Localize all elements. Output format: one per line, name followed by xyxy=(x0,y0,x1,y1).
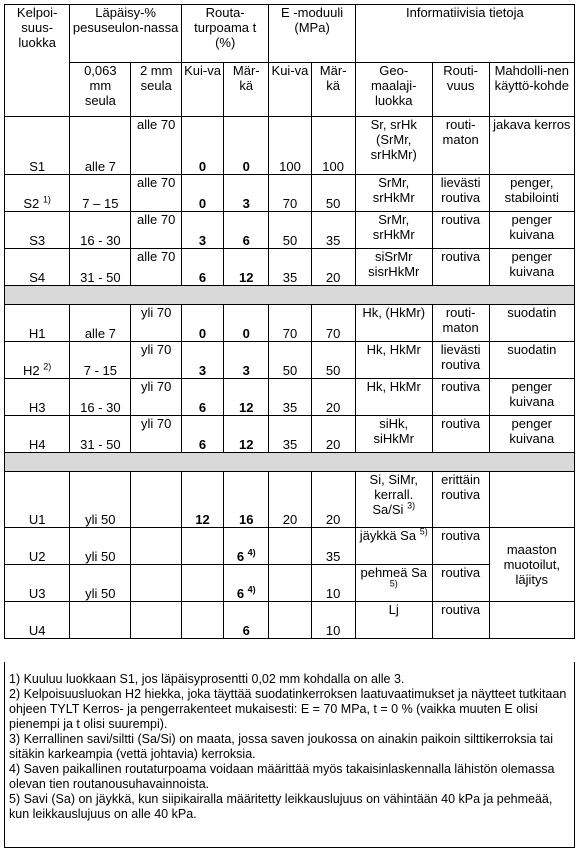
class-cell-text: S1 xyxy=(29,159,46,174)
header-passing: Läpäisy-% pesuseulon-nassa xyxy=(70,5,182,63)
modulus-wet-cell xyxy=(311,602,355,639)
passing-063-cell-text: alle 7 xyxy=(84,326,116,341)
header-sieve-063: 0,063 mm seula xyxy=(70,63,131,117)
class-cell xyxy=(5,416,70,453)
passing-063-cell xyxy=(70,416,131,453)
class-cell xyxy=(5,472,70,528)
geo-footnote-mark: 5) xyxy=(389,578,398,589)
modulus-dry-cell xyxy=(269,472,311,528)
usage-cell xyxy=(489,249,574,286)
passing-2-cell-text: alle 70 xyxy=(137,249,176,264)
header-modulus-dry: Kui-va xyxy=(269,63,311,117)
frost-dry-cell-text: 6 xyxy=(198,437,207,452)
geo-footnote-mark: 3) xyxy=(407,500,416,511)
modulus-wet-cell xyxy=(311,416,355,453)
header-geo-class: Geo-maalaji-luokka xyxy=(355,63,432,117)
modulus-wet-cell-text: 20 xyxy=(325,512,341,527)
footnote-2: 2) Kelpoisuusluokan H2 hiekka, joka täyttää suodatinkerroksen laatuvaatimukset ja näytteet tutkitaan ohjeen TYLT Kerros- ja pengerrakenteet mukaisesti: E = 70 MPa, t = 0 % (vaikka muuten E olisi pienempi ja t olisi suurempi). xyxy=(9,687,567,731)
passing-2-cell xyxy=(131,117,182,175)
frost-dry-cell-text: 6 xyxy=(198,400,207,415)
modulus-dry-cell xyxy=(269,528,311,565)
frostiness-cell-text: lievästi routiva xyxy=(440,175,481,205)
usage-cell-text: maaston muotoilut, läjitys xyxy=(503,542,560,587)
table-row xyxy=(5,342,575,379)
frostiness-cell xyxy=(432,175,489,212)
footnotes xyxy=(4,662,575,848)
usage-cell xyxy=(489,342,574,379)
modulus-dry-cell xyxy=(269,212,311,249)
footnote-3: 3) Kerrallinen savi/siltti (Sa/Si) on maata, jossa saven joukossa on ainakin paikoin silttikerroksia tai sitäkin karkeampia (vettä johtavia) kerroksia. xyxy=(9,732,554,761)
frost-wet-cell-text: 16 xyxy=(239,512,254,527)
passing-063-cell-text: 31 - 50 xyxy=(80,270,121,285)
class-cell xyxy=(5,379,70,416)
passing-063-cell-text: 16 - 30 xyxy=(80,400,121,415)
frost-wet-cell xyxy=(224,602,269,639)
usage-cell xyxy=(489,602,574,639)
class-cell-text: U1 xyxy=(28,512,46,527)
geo-class-cell-text: SrMr, srHkMr xyxy=(372,212,415,242)
frost-wet-cell-text: 6 xyxy=(242,623,250,638)
frost-wet-cell-text: 12 xyxy=(239,437,254,452)
modulus-wet-cell-text: 10 xyxy=(325,623,341,638)
frost-dry-cell-text: 3 xyxy=(198,233,207,248)
frost-wet-cell-text: 12 xyxy=(239,270,254,285)
usage-cell xyxy=(489,379,574,416)
passing-2-cell xyxy=(131,305,182,342)
modulus-dry-cell-text: 35 xyxy=(282,437,298,452)
modulus-wet-cell-text: 100 xyxy=(322,159,344,174)
frost-dry-cell-text: 0 xyxy=(198,326,207,341)
frost-wet-cell-text: 3 xyxy=(242,196,250,211)
geo-class-cell xyxy=(355,212,432,249)
passing-063-cell xyxy=(70,379,131,416)
frost-footnote-mark: 4) xyxy=(247,584,256,595)
frost-dry-cell xyxy=(181,212,223,249)
class-cell-text: S4 xyxy=(29,270,46,285)
frost-wet-cell xyxy=(224,305,269,342)
frost-wet-cell xyxy=(224,212,269,249)
frost-dry-cell xyxy=(181,602,223,639)
modulus-wet-cell xyxy=(311,379,355,416)
modulus-dry-cell xyxy=(269,342,311,379)
geo-class-cell xyxy=(355,565,432,602)
geo-class-cell-text: pehmeä Sa xyxy=(360,565,427,580)
passing-063-cell xyxy=(70,249,131,286)
modulus-wet-cell-text: 20 xyxy=(325,437,341,452)
passing-2-cell xyxy=(131,342,182,379)
geo-class-cell-text: Hk, HkMr xyxy=(366,342,421,357)
geo-class-cell-text: Sr, srHk (SrMr, srHkMr) xyxy=(370,117,417,162)
modulus-dry-cell xyxy=(269,175,311,212)
passing-063-cell xyxy=(70,565,131,602)
usage-cell xyxy=(489,117,574,175)
class-cell-text: U4 xyxy=(28,623,46,638)
frostiness-cell xyxy=(432,528,489,565)
table-row xyxy=(5,117,575,175)
passing-2-cell-text: alle 70 xyxy=(137,117,176,132)
passing-2-cell xyxy=(131,472,182,528)
footnote-1: 1) Kuuluu luokkaan S1, jos läpäisyprosentti 0,02 mm kohdalla on alle 3. xyxy=(9,672,405,686)
usage-cell-text: penger, stabilointi xyxy=(504,175,559,205)
header-sieve-2: 2 mm seula xyxy=(131,63,182,117)
class-cell-text: H1 xyxy=(28,326,46,341)
passing-063-cell xyxy=(70,528,131,565)
class-cell xyxy=(5,117,70,175)
class-cell-text: S2 xyxy=(23,196,40,211)
table-row xyxy=(5,602,575,639)
frostiness-cell-text: routi-maton xyxy=(442,117,479,147)
geo-class-cell xyxy=(355,528,432,565)
class-cell-text: U2 xyxy=(28,549,46,564)
modulus-wet-cell xyxy=(311,249,355,286)
usage-cell xyxy=(489,175,574,212)
usage-cell-text: penger kuivana xyxy=(509,416,555,446)
table-row xyxy=(5,472,575,528)
modulus-dry-cell-text: 35 xyxy=(282,400,298,415)
header-frost-heave: Routa-turpoama t (%) xyxy=(181,5,268,63)
class-cell-text: H3 xyxy=(28,400,46,415)
passing-063-cell-text: yli 50 xyxy=(85,586,116,601)
passing-2-cell xyxy=(131,602,182,639)
frost-wet-cell-text: 6 xyxy=(236,549,245,564)
frost-dry-cell xyxy=(181,472,223,528)
geo-class-cell-text: Hk, (HkMr) xyxy=(362,305,426,320)
modulus-wet-cell xyxy=(311,528,355,565)
header-modulus-wet: Mär-kä xyxy=(311,63,355,117)
passing-2-cell xyxy=(131,379,182,416)
passing-2-cell-text: alle 70 xyxy=(137,212,176,227)
separator-row xyxy=(5,286,575,305)
passing-2-cell-text: yli 70 xyxy=(141,305,172,320)
passing-2-cell-text: alle 70 xyxy=(137,175,176,190)
frost-wet-cell xyxy=(224,472,269,528)
table-row xyxy=(5,249,575,286)
passing-063-cell xyxy=(70,212,131,249)
frostiness-cell xyxy=(432,379,489,416)
modulus-dry-cell xyxy=(269,117,311,175)
modulus-wet-cell-text: 35 xyxy=(325,549,341,564)
class-cell xyxy=(5,212,70,249)
usage-cell xyxy=(489,305,574,342)
modulus-wet-cell xyxy=(311,117,355,175)
geo-class-cell xyxy=(355,342,432,379)
modulus-dry-cell-text: 70 xyxy=(282,326,298,341)
geo-class-cell xyxy=(355,416,432,453)
frost-dry-cell xyxy=(181,416,223,453)
passing-2-cell xyxy=(131,416,182,453)
frostiness-cell-text: routiva xyxy=(441,565,481,580)
soil-classification-table xyxy=(4,4,575,639)
frost-dry-cell xyxy=(181,565,223,602)
frostiness-cell-text: routi-maton xyxy=(442,305,479,335)
geo-class-cell-text: siSrMr sisrHkMr xyxy=(368,249,420,279)
frost-wet-cell xyxy=(224,117,269,175)
modulus-dry-cell xyxy=(269,565,311,602)
frost-wet-cell-text: 12 xyxy=(239,400,254,415)
class-cell xyxy=(5,342,70,379)
separator-row xyxy=(5,453,575,472)
frostiness-cell-text: erittäin routiva xyxy=(441,472,481,502)
frostiness-cell-text: routiva xyxy=(441,528,481,543)
frostiness-cell-text: routiva xyxy=(441,602,481,617)
geo-class-cell-text: Lj xyxy=(388,602,399,617)
geo-class-cell-text: Hk, HkMr xyxy=(366,379,421,394)
modulus-dry-cell xyxy=(269,305,311,342)
passing-2-cell xyxy=(131,212,182,249)
frost-wet-cell xyxy=(224,249,269,286)
modulus-dry-cell-text: 70 xyxy=(282,196,298,211)
geo-class-cell xyxy=(355,472,432,528)
passing-2-cell-text: yli 70 xyxy=(141,342,172,357)
frost-wet-cell-text: 3 xyxy=(242,363,250,378)
class-cell xyxy=(5,305,70,342)
frost-dry-cell xyxy=(181,117,223,175)
class-cell-text: H2 xyxy=(23,363,40,378)
frostiness-cell xyxy=(432,565,489,602)
separator-cell xyxy=(5,286,575,305)
class-cell-text: U3 xyxy=(28,586,46,601)
class-cell-text: S3 xyxy=(29,233,46,248)
usage-cell-text: penger kuivana xyxy=(509,379,555,409)
usage-cell xyxy=(489,212,574,249)
geo-footnote-mark: 5) xyxy=(419,527,428,537)
modulus-dry-cell-text: 100 xyxy=(279,159,301,174)
modulus-dry-cell-text: 50 xyxy=(282,363,298,378)
separator-cell xyxy=(5,453,575,472)
table-row xyxy=(5,212,575,249)
frost-footnote-mark: 4) xyxy=(247,547,256,558)
usage-cell-text: jakava kerros xyxy=(493,117,571,132)
frost-wet-cell-text: 0 xyxy=(242,326,250,341)
frost-wet-cell-text: 0 xyxy=(242,159,250,174)
passing-063-cell-text: 7 – 15 xyxy=(82,196,119,211)
frost-dry-cell-text: 6 xyxy=(198,270,207,285)
frost-dry-cell xyxy=(181,249,223,286)
modulus-wet-cell xyxy=(311,342,355,379)
frostiness-cell xyxy=(432,305,489,342)
usage-cell xyxy=(489,416,574,453)
usage-cell-text: suodatin xyxy=(507,342,557,357)
geo-class-cell-text: SrMr, srHkMr xyxy=(372,175,415,205)
frostiness-cell-text: routiva xyxy=(441,379,481,394)
footnote-4: 4) Saven paikallinen routaturpoama voidaan määrittää myös takaisinlaskennalla lähistön olemassa olevan tien routanousuhavainnoista. xyxy=(9,762,555,791)
passing-2-cell xyxy=(131,565,182,602)
usage-cell-text: penger kuivana xyxy=(509,212,555,242)
passing-063-cell-text: 7 - 15 xyxy=(83,363,117,378)
passing-063-cell xyxy=(70,117,131,175)
passing-2-cell xyxy=(131,249,182,286)
class-cell xyxy=(5,528,70,565)
passing-063-cell xyxy=(70,472,131,528)
modulus-wet-cell-text: 20 xyxy=(325,400,341,415)
modulus-wet-cell xyxy=(311,305,355,342)
frost-wet-cell xyxy=(224,379,269,416)
table-row xyxy=(5,528,575,565)
frost-dry-cell xyxy=(181,175,223,212)
geo-class-cell xyxy=(355,175,432,212)
passing-2-cell-text: yli 70 xyxy=(141,416,172,431)
header-info: Informatiivisia tietoja xyxy=(355,5,574,63)
frost-dry-cell xyxy=(181,342,223,379)
modulus-wet-cell xyxy=(311,565,355,602)
passing-063-cell-text: alle 7 xyxy=(84,159,116,174)
passing-063-cell xyxy=(70,342,131,379)
frostiness-cell-text: routiva xyxy=(441,249,481,264)
passing-063-cell-text: yli 50 xyxy=(85,549,116,564)
table-row xyxy=(5,379,575,416)
frost-dry-cell xyxy=(181,379,223,416)
class-cell-text: H4 xyxy=(28,437,46,452)
frostiness-cell-text: routiva xyxy=(441,416,481,431)
modulus-dry-cell-text: 20 xyxy=(282,512,298,527)
modulus-dry-cell-text: 50 xyxy=(282,233,298,248)
geo-class-cell xyxy=(355,379,432,416)
header-frost-wet: Mär-kä xyxy=(224,63,269,117)
modulus-wet-cell xyxy=(311,472,355,528)
modulus-dry-cell xyxy=(269,416,311,453)
passing-2-cell xyxy=(131,175,182,212)
modulus-dry-cell xyxy=(269,602,311,639)
geo-class-cell-text: Si, SiMr, kerrall. Sa/Si xyxy=(369,472,418,517)
usage-cell-text: penger kuivana xyxy=(509,249,555,279)
frost-wet-cell xyxy=(224,528,269,565)
modulus-dry-cell xyxy=(269,379,311,416)
geo-class-cell-text: jäykkä Sa xyxy=(359,528,417,543)
class-cell xyxy=(5,565,70,602)
frostiness-cell xyxy=(432,212,489,249)
frost-dry-cell-text: 0 xyxy=(198,159,207,174)
modulus-wet-cell-text: 35 xyxy=(325,233,341,248)
frostiness-cell xyxy=(432,416,489,453)
passing-063-cell xyxy=(70,175,131,212)
geo-class-cell-text: siHk, siHkMr xyxy=(373,416,414,446)
modulus-wet-cell xyxy=(311,175,355,212)
frostiness-cell xyxy=(432,249,489,286)
frost-wet-cell-text: 6 xyxy=(242,233,250,248)
modulus-dry-cell-text: 35 xyxy=(282,270,298,285)
usage-cell xyxy=(489,528,574,602)
frost-dry-cell-text: 12 xyxy=(195,512,210,527)
header-usage: Mahdolli-nen käyttö-kohde xyxy=(489,63,574,117)
modulus-dry-cell xyxy=(269,249,311,286)
modulus-wet-cell-text: 10 xyxy=(325,586,341,601)
frost-wet-cell xyxy=(224,416,269,453)
frost-dry-cell xyxy=(181,305,223,342)
modulus-wet-cell-text: 50 xyxy=(325,196,341,211)
frost-wet-cell-text: 6 xyxy=(236,586,245,601)
header-class: Kelpoi-suus-luokka xyxy=(5,5,70,117)
frost-wet-cell xyxy=(224,175,269,212)
passing-2-cell-text: yli 70 xyxy=(141,379,172,394)
modulus-wet-cell-text: 50 xyxy=(325,363,341,378)
usage-cell xyxy=(489,472,574,528)
frost-dry-cell-text: 0 xyxy=(198,196,207,211)
frost-dry-cell-text: 3 xyxy=(198,363,207,378)
modulus-wet-cell-text: 70 xyxy=(325,326,341,341)
frostiness-cell xyxy=(432,117,489,175)
passing-063-cell-text: 16 - 30 xyxy=(80,233,121,248)
table-row xyxy=(5,416,575,453)
class-footnote-mark: 1) xyxy=(42,194,51,205)
geo-class-cell xyxy=(355,602,432,639)
modulus-wet-cell-text: 20 xyxy=(325,270,341,285)
modulus-wet-cell xyxy=(311,212,355,249)
geo-class-cell xyxy=(355,305,432,342)
frostiness-cell xyxy=(432,342,489,379)
passing-063-cell xyxy=(70,305,131,342)
frost-wet-cell xyxy=(224,565,269,602)
frostiness-cell-text: routiva xyxy=(441,212,481,227)
passing-063-cell-text: 31 - 50 xyxy=(80,437,121,452)
frostiness-cell xyxy=(432,602,489,639)
table-row xyxy=(5,305,575,342)
usage-cell-text: suodatin xyxy=(507,305,557,320)
footnote-5: 5) Savi (Sa) on jäykkä, kun siipikairalla määritetty leikkauslujuus on vähintään 40 kPa ja pehmeää, kun leikkauslujuus on alle 40 kPa. xyxy=(9,792,553,821)
geo-class-cell xyxy=(355,249,432,286)
table-row xyxy=(5,175,575,212)
passing-063-cell xyxy=(70,602,131,639)
header-modulus: E -moduuli (MPa) xyxy=(269,5,355,63)
frost-dry-cell xyxy=(181,528,223,565)
frostiness-cell-text: lievästi routiva xyxy=(440,342,481,372)
frost-wet-cell xyxy=(224,342,269,379)
geo-class-cell xyxy=(355,117,432,175)
passing-2-cell xyxy=(131,528,182,565)
passing-063-cell-text: yli 50 xyxy=(85,512,116,527)
header-frostiness: Routi-vuus xyxy=(432,63,489,117)
class-cell xyxy=(5,175,70,212)
table-row xyxy=(5,565,575,602)
header-frost-dry: Kui-va xyxy=(181,63,223,117)
class-cell xyxy=(5,602,70,639)
class-cell xyxy=(5,249,70,286)
class-footnote-mark: 2) xyxy=(43,361,52,372)
frostiness-cell xyxy=(432,472,489,528)
